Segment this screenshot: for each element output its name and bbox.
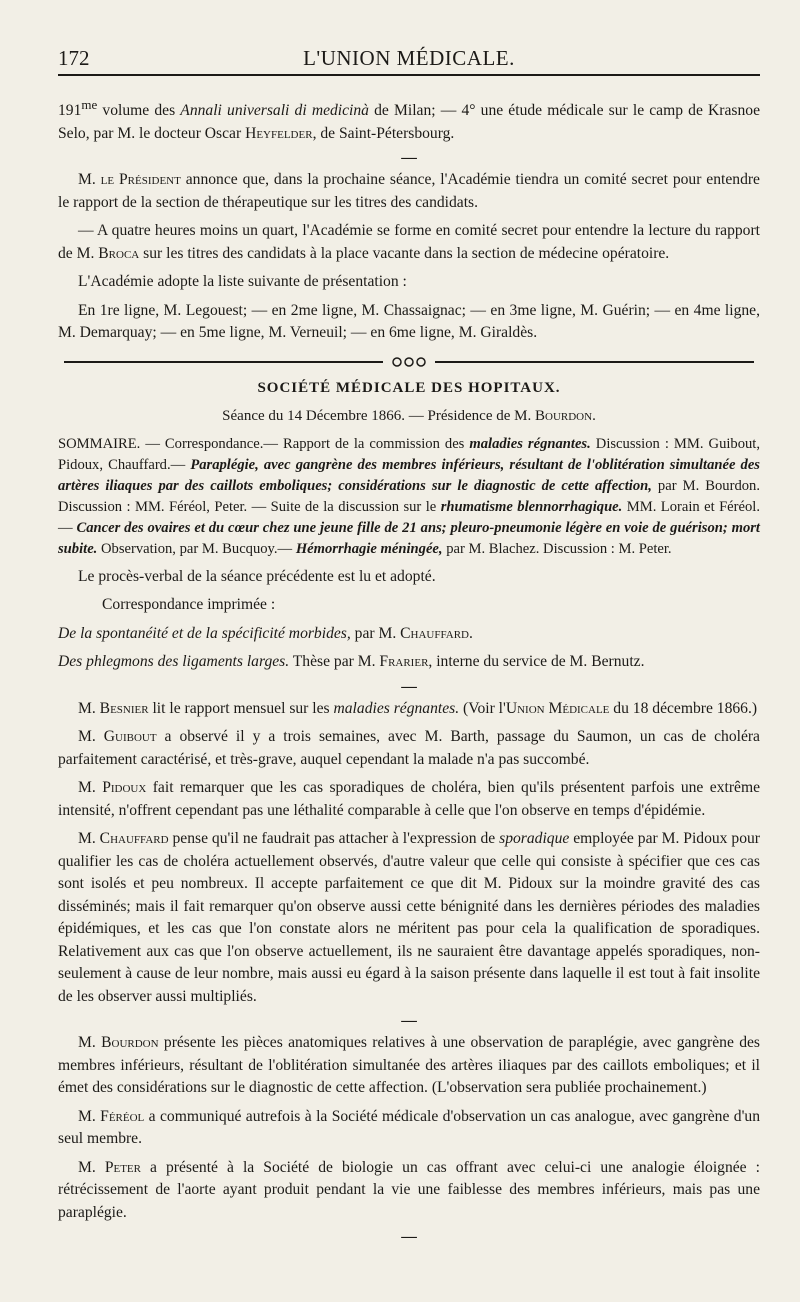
- paragraph-bourdon: M. Bourdon présente les pièces anatomiques relatives à une observation de paraplégie, avec gangrène des membres inférieurs, résultant de l'oblitération simultanée des artères iliaques par des caillots emboliques; et il émet des considérations sur le diagnostic de cette affection. (L'observation sera publiée prochainement.): [58, 1034, 760, 1097]
- paragraph-chauffard-title: De la spontanéité et de la spécificité morbides, par M. Chauffard.: [58, 624, 473, 642]
- running-title: L'UNION MÉDICALE.: [303, 46, 515, 70]
- paragraph-presentation: En 1re ligne, M. Legouest; — en 2me ligne, M. Chassaignac; — en 3me ligne, M. Guérin; — en 4me ligne, M. Demarquay; — en 5me ligne, M. Verneuil; — en 6me ligne, M. Giraldès.: [58, 301, 760, 342]
- summary-paragraph: SOMMAIRE. — Correspondance.— Rapport de la commission des maladies régnantes. Discussion : MM. Guibout, Pidoux, Chauffard.— Paraplégie, avec gangrène des membres inférieurs, résultant de l'oblitération simultanée des artères iliaques par des caillots emboliques; considérations sur le diagnostic de cette affection, par M. Bourdon. Discussion : MM. Féréol, Peter. — Suite de la discussion sur le rhumatisme blennorrhagique. MM. Lorain et Féréol.— Cancer des ovaires et du cœur chez une jeune fille de 21 ans; pleuro-pneumonie légère en voie de guérison; mort subite. Observation, par M. Bucquoy.— Hémorrhagie méningée, par M. Blachez. Discussion : M. Peter.: [58, 435, 761, 557]
- page-content: [58, 94, 760, 1248]
- paragraph-fereol: M. Féréol a communiqué autrefois à la Société médicale d'observation un cas analogue, avec gangrène d'un seul membre.: [58, 1107, 760, 1148]
- page-number: 172: [58, 46, 90, 70]
- page-header: [58, 40, 760, 76]
- separator-dash: —: [401, 149, 417, 167]
- separator-dash: —: [401, 677, 417, 695]
- separator-dash: —: [401, 1012, 417, 1030]
- paragraph-guibout: M. Guibout a observé il y a trois semaines, avec M. Barth, passage du Saumon, un cas de choléra parfaitement caractérisé, et très-grave, auquel cependant la malade n'a pas succombé.: [58, 728, 760, 768]
- paragraph-correspondance: Correspondance imprimée :: [102, 596, 276, 614]
- ornament-rule: [58, 355, 760, 369]
- paragraph-liste: L'Académie adopte la liste suivante de présentation :: [78, 273, 407, 291]
- paragraph-peter: M. Peter a présenté à la Société de biologie un cas offrant avec celui-ci une analogie éloignée : rétrécissement de l'aorte ayant produit pendant la vie une faiblesse des membres inférieurs, mais pas une paraplégie.: [58, 1158, 760, 1221]
- paragraph-pidoux: M. Pidoux fait remarquer que les cas sporadiques de choléra, bien qu'ils présentent parfois une extrême intensité, n'offrent cependant pas une léthalité comparable à celle que l'on observe en temps d'épidémie.: [58, 779, 760, 819]
- session-line: Séance du 14 Décembre 1866. — Présidence de M. Bourdon.: [222, 408, 596, 425]
- paragraph-besnier: M. Besnier lit le rapport mensuel sur les maladies régnantes. (Voir l'Union Médicale du 18 décembre 1866.): [78, 699, 758, 717]
- paragraph-volume: $191^{me}$ volume des Annali universali di medicinà de Milan; — 4° une étude médicale sur le camp de Krasnoe Selo, par M. le docteur Oscar Heyfelder, de Saint-Pétersbourg.: [58, 97, 760, 142]
- paragraph-proces-verbal: Le procès-verbal de la séance précédente est lu et adopté.: [78, 567, 436, 585]
- separator-dash: —: [401, 1228, 417, 1246]
- paragraph-comite: — A quatre heures moins un quart, l'Académie se forme en comité secret pour entendre la lecture du rapport de M. Broca sur les titres des candidats à la place vacante dans la section de médecine opératoire.: [58, 222, 760, 262]
- paragraph-chauffard: M. Chauffard pense qu'il ne faudrait pas attacher à l'expression de sporadique employée par M. Pidoux pour qualifier les cas de choléra actuellement observés, d'autre valeur que celle qui consiste à spécifier que ces cas sont isolés et peu nombreux. Il accepte parfaitement ce que dit M. Pidoux sur la moindre gravité des cas disséminés; mais il fait remarquer qu'on observe aussi cette bénignité dans les dernières périodes des maladies épidémiques, et les cas que l'on constate alors ne méritent pas pour cela la qualification de sporadiques. Relativement aux cas que l'on observe actuellement, ils ne sauraient être davantage appelés sporadiques, non-seulement à cause de leur nombre, mais aussi eu égard à la saison présente dans laquelle il est tout à fait insolite de les observer aussi multipliés.: [58, 830, 760, 1005]
- header-rule: [58, 74, 760, 76]
- paragraph-frarier-thesis: Des phlegmons des ligaments larges. Thèse par M. Frarier, interne du service de M. Bernutz.: [58, 653, 645, 671]
- paragraph-president: M. le Président annonce que, dans la prochaine séance, l'Académie tiendra un comité secret pour entendre le rapport de la section de thérapeutique sur les titres des candidats.: [58, 171, 760, 211]
- ornament-icon: [389, 356, 429, 368]
- section-title: SOCIÉTÉ MÉDICALE DES HOPITAUX.: [257, 379, 561, 396]
